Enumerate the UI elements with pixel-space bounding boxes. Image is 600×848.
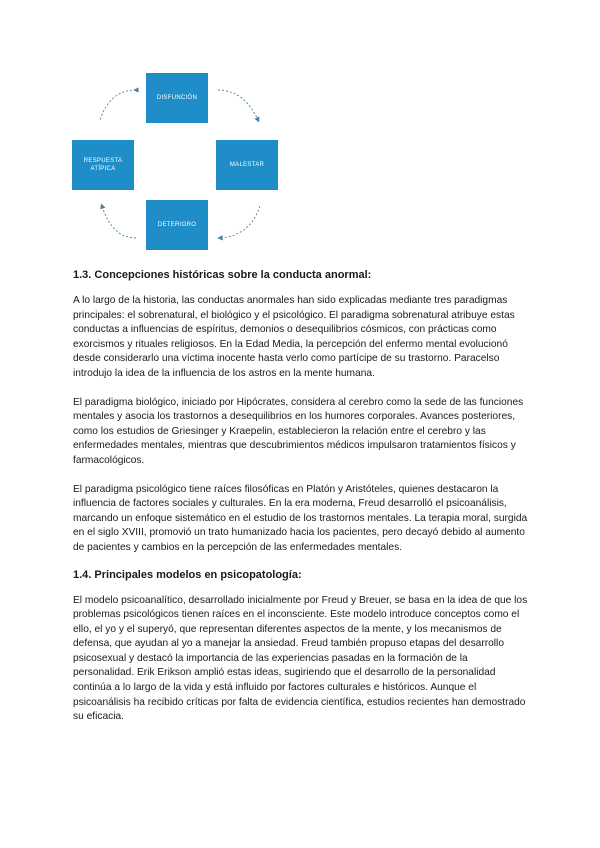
paragraph-psicoanalitico: El modelo psicoanalítico, desarrollado inicialmente por Freud y Breuer, se basa en la idea de que los problemas psicológicos tienen raíces en el inconsciente. Este modelo introduce conceptos como el ello, el yo y el superyó, que representan diferentes aspectos de la mente, y los mecanismos de defensa, que ayudan al yo a manejar la ansiedad. Freud también propuso etapas del desarrollo psicosexual y destacó la importancia de las experiencias pasadas en la formación de la personalidad. Erik Erikson amplió estas ideas, sugiriendo que el desarrollo de la personalidad continúa a lo largo de la vida y está influido por factores culturales e históricos. Aunque el psicoanálisis ha recibido críticas por falta de evidencia científica, estudios recientes han demostrado su eficacia.	[73, 594, 528, 723]
box-malestar: MALESTAR	[216, 140, 278, 190]
box-disfuncion: DISFUNCIÓN	[146, 73, 208, 123]
heading-1-4: 1.4. Principales modelos en psicopatología:	[73, 568, 302, 581]
arrow-top-left	[100, 90, 136, 120]
arrow-bottom-left	[102, 206, 136, 238]
paragraph-biologico: El paradigma biológico, iniciado por Hipócrates, considera al cerebro como la sede de las funciones mentales y asocia los trastornos a desequilibrios en los humores corporales. Avances posteriores, como los estudios de Griesinger y Kraepelin, establecieron la relación entre el cerebro y las enfermedades mentales, mientras que descubrimientos médicos impulsaron tratamientos físicos y farmacológicos.	[73, 396, 524, 466]
paragraph-paradigmas: A lo largo de la historia, las conductas anormales han sido explicadas mediante tres paradigmas principales: el sobrenatural, el biológico y el psicológico. El paradigma sobrenatural atribuye estas conductas a influencias de espíritus, demonios o desequilibrios cósmicos, con prácticas como exorcismos y rituales religiosos. En la Edad Media, la percepción del enfermo mental evolucionó desde considerarlo una víctima inocente hasta verlo como partícipe de su trastorno. Paracelso introdujo la idea de la influencia de los astros en la mente humana.	[73, 295, 515, 379]
arrow-top-right	[218, 90, 258, 120]
box-respuesta-atipica: RESPUESTA ATÍPICA	[72, 140, 134, 190]
document-body	[73, 268, 528, 725]
box-deterioro: DETERIORO	[146, 200, 208, 250]
paragraph-psicologico: El paradigma psicológico tiene raíces filosóficas en Platón y Aristóteles, quienes destacaron la influencia de factores sociales y culturales. En la era moderna, Freud desarrolló el psicoanálisis, marcando un enfoque sistemático en el estudio de los trastornos mentales. La terapia moral, surgida en el siglo XVIII, promovió un trato humanizado hacia los pacientes, pero decayó debido al aumento de pacientes y cambios en la percepción de las enfermedades mentales.	[73, 483, 528, 553]
arrow-bottom-right	[220, 206, 260, 238]
cycle-diagram	[60, 60, 300, 260]
heading-1-3: 1.3. Concepciones históricas sobre la conducta anormal:	[73, 269, 372, 281]
